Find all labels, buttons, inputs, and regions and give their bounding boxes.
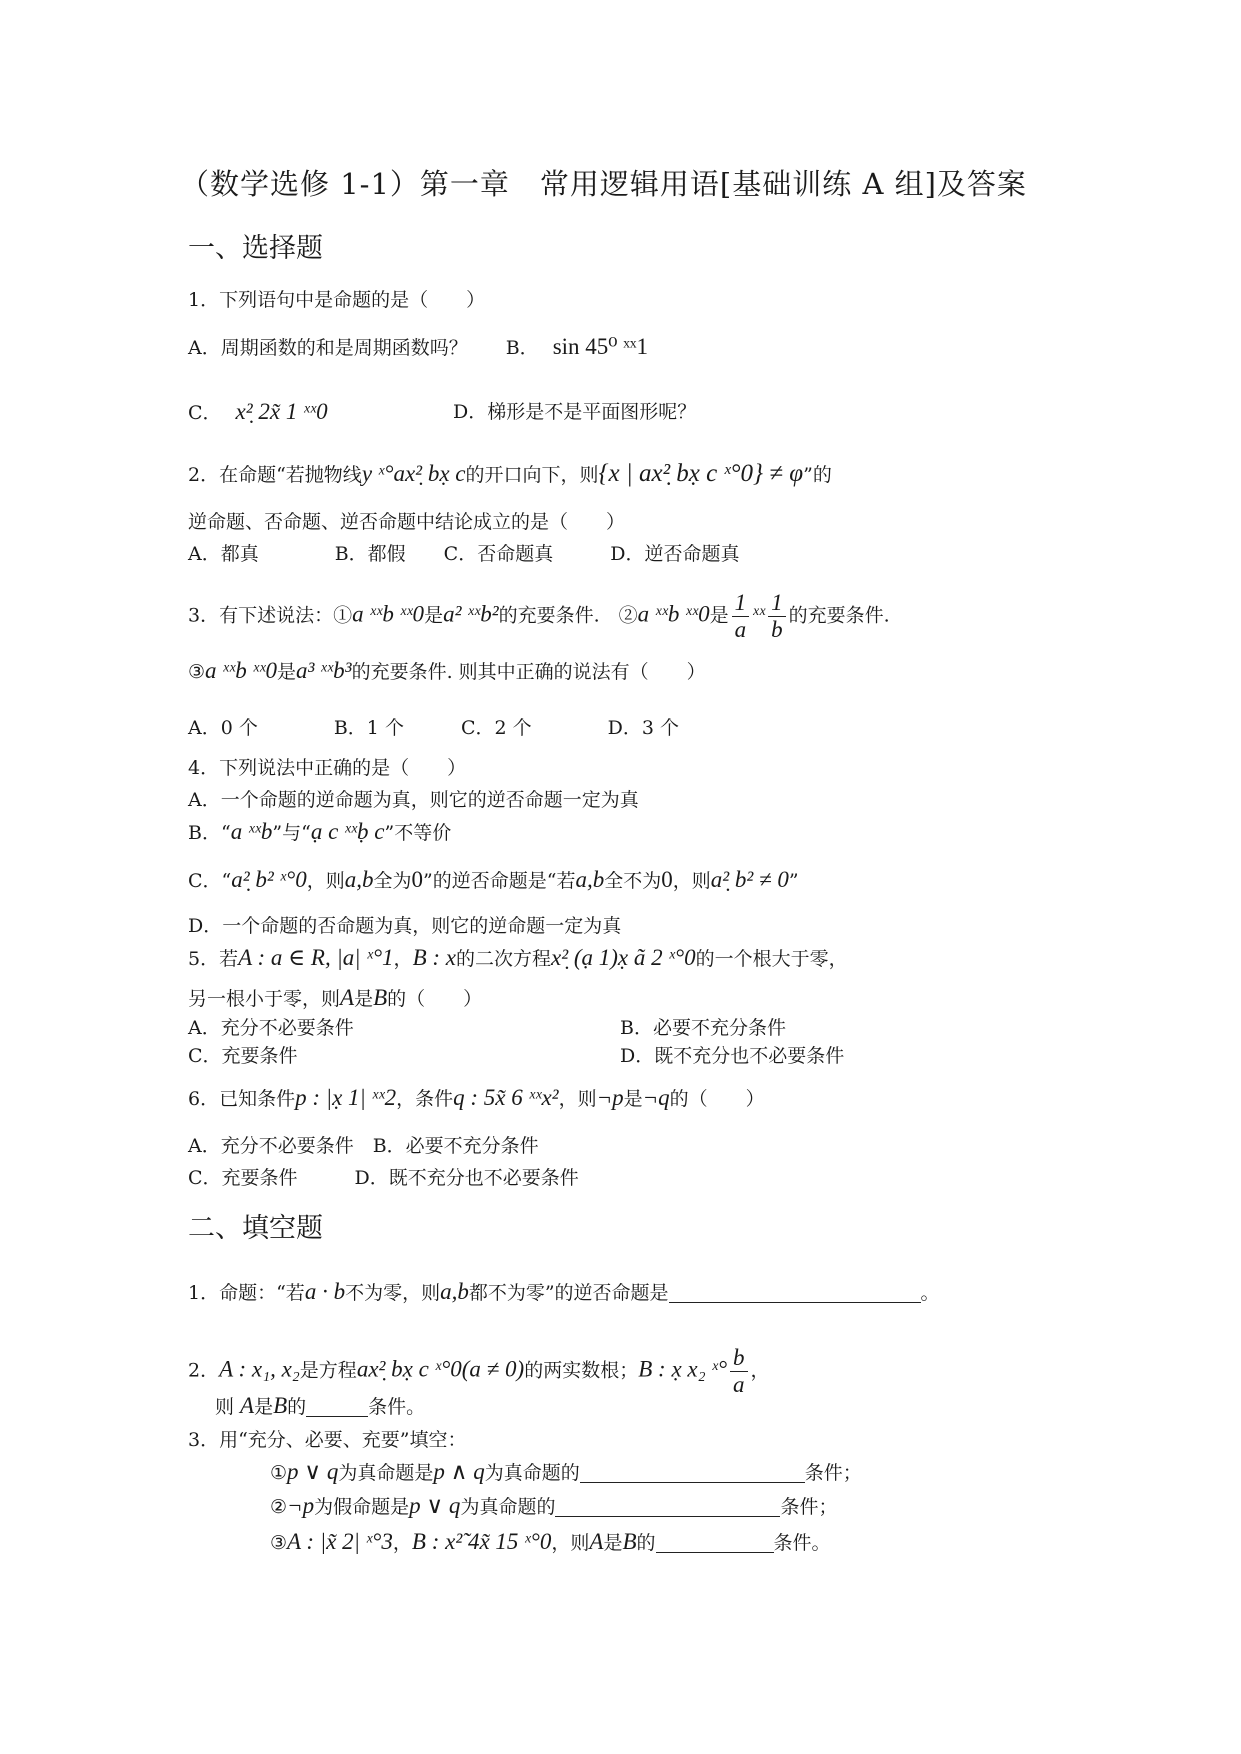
fraction-denominator: b: [771, 617, 783, 642]
math-expression: B : x²̃ 4x̃ 15 ˣ°0: [411, 1529, 552, 1554]
fill-question-3-item-2: [270, 1494, 837, 1519]
stem-text: 是: [277, 661, 297, 683]
stem-text: 条件；: [780, 1496, 838, 1518]
question-3-stem-line2: [188, 659, 706, 684]
math-expression: p ∨ q: [409, 1493, 461, 1518]
math-expression: B: [273, 1393, 288, 1418]
stem-text: 5．若: [188, 948, 239, 970]
option-label: C．: [188, 402, 222, 424]
page-title: （数学选修 1-1）第一章 常用逻辑用语[基础训练 A 组]及答案: [180, 167, 1027, 201]
stem-text: 的充要条件.: [788, 604, 890, 627]
math-expression: {x | ax²̣ bx̣ c ˣ°0} ≠ φ: [598, 460, 804, 487]
stem-text: 是: [623, 1088, 643, 1110]
math-expression: x²̣ (ạ 1)x̣ ã 2 ˣ°0: [551, 945, 696, 970]
stem-text: 的充要条件. 则其中正确的说法有（ ）: [351, 661, 706, 683]
answer-blank[interactable]: [580, 1462, 805, 1483]
answer-blank[interactable]: [656, 1532, 774, 1553]
fraction: [732, 590, 750, 643]
option-text: 全为: [373, 870, 412, 892]
question-3-options: A．0 个 B．1 个 C．2 个 D．3 个: [188, 717, 679, 739]
answer-blank[interactable]: [555, 1496, 780, 1517]
math-expression: B: [373, 985, 388, 1010]
option-text: ”与“: [272, 822, 311, 844]
question-2-stem: [188, 462, 832, 487]
fill-question-2-line2: [215, 1394, 425, 1419]
math-expression: B : x: [412, 945, 456, 970]
fraction-denominator: a: [734, 617, 747, 642]
fill-question-3-item-1: [270, 1460, 862, 1485]
math-expression: ¬p: [287, 1493, 315, 1518]
stem-text: 是: [709, 604, 729, 627]
fill-question-3-stem: 3．用“充分、必要、充要”填空：: [188, 1429, 467, 1451]
stem-text: 为假命题是: [314, 1496, 410, 1518]
stem-text: 2．: [188, 1359, 220, 1382]
math-expression: sin 45⁰ ˣˣ1: [552, 334, 649, 359]
stem-text: ，: [392, 1532, 412, 1554]
stem-text: 都不为零”的逆否命题是: [468, 1282, 669, 1304]
math-expression: A: [340, 985, 355, 1010]
option-text: D．梯形是不是平面图形呢？: [453, 401, 697, 423]
fill-question-3-item-3: [270, 1530, 831, 1555]
math-expression: A : a ∈ R, |a| ˣ°1: [238, 945, 394, 970]
section-heading-choice: 一、选择题: [188, 233, 323, 264]
math-expression: A : x₁, x₂: [219, 1356, 300, 1382]
stem-text: ，则: [551, 1532, 590, 1554]
math-expression: ˣˣ: [752, 601, 766, 627]
stem-text: 。: [920, 1282, 940, 1304]
math-expression: A : |x̃ 2| ˣ°3: [287, 1529, 393, 1554]
stem-text: 1．命题：“若: [188, 1282, 305, 1304]
question-5-stem: [188, 946, 848, 971]
fraction: [768, 590, 786, 643]
math-expression: ạ c ˣˣḅ c: [310, 819, 385, 844]
math-expression: 0: [661, 867, 673, 892]
fraction-denominator: a: [733, 1372, 745, 1397]
math-expression: a²̣ b² ≠ 0: [710, 867, 789, 892]
option-text: ”: [788, 870, 799, 892]
math-expression: ax²̣ bx̣ c ˣ°0(a ≠ 0): [356, 1356, 525, 1382]
stem-text: ③: [270, 1532, 288, 1554]
stem-text: ②: [270, 1496, 288, 1518]
stem-text: 是: [424, 604, 444, 627]
math-expression: a,b: [344, 867, 374, 892]
math-expression: a · b: [304, 1279, 346, 1304]
option-text: C．“: [188, 870, 232, 892]
stem-text: 条件。: [773, 1532, 831, 1554]
math-expression: p ∧ q: [433, 1459, 485, 1484]
stem-text: 另一根小于零，则: [188, 988, 341, 1010]
math-expression: y ˣ°ax²̣ bx̣ c: [361, 461, 466, 486]
question-3-stem: [188, 590, 890, 643]
stem-text: 是方程: [299, 1359, 357, 1382]
option-text: A．周期函数的和是周期函数吗？ B．: [188, 337, 539, 359]
question-5-option-c: C．充要条件: [188, 1045, 298, 1067]
question-1-stem: 1．下列语句中是命题的是（ ）: [188, 289, 486, 311]
stem-text: ，: [393, 948, 413, 970]
option-text: 全不为: [604, 870, 662, 892]
stem-text: 的（ ）: [669, 1088, 765, 1110]
math-expression: q : 5x̃ 6 ˣˣx²: [453, 1085, 559, 1110]
stem-text: 6．已知条件: [188, 1088, 296, 1110]
math-expression: B : x̣ x₂ ˣ°: [638, 1356, 728, 1382]
question-4-stem: 4．下列说法中正确的是（ ）: [188, 757, 467, 779]
math-expression: a,b: [575, 867, 605, 892]
question-1-options-ab: [188, 335, 648, 360]
math-expression: a ˣˣb: [230, 819, 273, 844]
fraction-numerator: 1: [732, 590, 750, 617]
stem-text: 为真命题是: [338, 1462, 434, 1484]
stem-text: ③: [188, 661, 206, 683]
question-6-stem: [188, 1086, 765, 1111]
math-expression: ¬p: [596, 1085, 624, 1110]
math-expression: a ˣˣb ˣˣ0: [352, 601, 425, 627]
question-5-option-d: D．既不充分也不必要条件: [620, 1045, 845, 1067]
stem-text: 的开口向下，则: [465, 464, 599, 486]
section-heading-fill: 二、填空题: [188, 1213, 323, 1244]
math-expression: p ∨ q: [287, 1459, 339, 1484]
math-expression: p : |x̣ 1| ˣˣ2: [295, 1085, 397, 1110]
question-2-options: A．都真 B．都假 C．否命题真 D．逆否命题真: [188, 543, 740, 565]
stem-text: 为真命题的: [460, 1496, 556, 1518]
stem-text: ”的: [803, 464, 832, 486]
question-5-option-b: B．必要不充分条件: [620, 1017, 786, 1039]
stem-text: ，: [750, 1359, 770, 1382]
stem-text: ①: [270, 1462, 288, 1484]
math-expression: a³ ˣˣb³: [296, 658, 352, 683]
stem-text: 条件。: [368, 1396, 426, 1418]
stem-text: 是: [603, 1532, 623, 1554]
stem-text: ，则: [558, 1088, 597, 1110]
fraction-numerator: b: [730, 1345, 748, 1372]
fill-question-1: [188, 1280, 940, 1305]
stem-text: 的: [287, 1396, 307, 1418]
math-expression: a²̣ b² ˣ°0: [231, 867, 307, 892]
question-5-option-a: A．充分不必要条件: [188, 1017, 354, 1039]
option-text: ”不等价: [384, 822, 452, 844]
option-text: B．“: [188, 822, 231, 844]
stem-text: 的（ ）: [387, 988, 483, 1010]
question-6-options-cd: C．充要条件 D．既不充分也不必要条件: [188, 1167, 579, 1189]
option-text: ，则: [306, 870, 345, 892]
math-expression: a ˣˣb ˣˣ0: [637, 601, 710, 627]
stem-text: 则: [215, 1396, 235, 1418]
stem-text: 的二次方程: [455, 948, 551, 970]
fraction-numerator: 1: [768, 590, 786, 617]
stem-text: 3．有下述说法：①: [188, 604, 353, 627]
stem-text: 是: [354, 988, 374, 1010]
option-text: ，则: [672, 870, 711, 892]
question-1-options-cd: [188, 399, 697, 425]
stem-text: 是: [254, 1396, 274, 1418]
answer-blank[interactable]: [306, 1396, 368, 1417]
stem-text: 条件；: [804, 1462, 862, 1484]
stem-text: 的: [636, 1532, 656, 1554]
math-expression: A: [589, 1529, 604, 1554]
question-4-option-c: [188, 868, 799, 893]
math-expression: ¬q: [642, 1085, 670, 1110]
stem-text: 2．在命题“若抛物线: [188, 464, 362, 486]
stem-text: 的充要条件. ②: [498, 604, 638, 627]
fraction: [730, 1345, 748, 1398]
math-expression: a ˣˣb ˣˣ0: [205, 658, 278, 683]
math-expression: 0: [411, 867, 424, 892]
question-4-option-b: [188, 820, 451, 845]
math-expression: A: [240, 1393, 255, 1418]
fill-question-2: [188, 1345, 770, 1398]
math-expression: B: [622, 1529, 637, 1554]
stem-text: 不为零，则: [345, 1282, 441, 1304]
stem-text: 的一个根大于零，: [695, 948, 848, 970]
question-5-stem-line2: [188, 986, 482, 1011]
stem-text: 为真命题的: [484, 1462, 580, 1484]
stem-text: ，条件: [396, 1088, 454, 1110]
math-expression: x²̣ 2x̃ 1 ˣˣ0: [235, 399, 328, 424]
stem-text: 的两实数根；: [524, 1359, 639, 1382]
question-4-option-d: D．一个命题的否命题为真，则它的逆命题一定为真: [188, 915, 622, 937]
question-4-option-a: A．一个命题的逆命题为真，则它的逆否命题一定为真: [188, 789, 639, 811]
option-text: ”的逆否命题是“若: [423, 870, 576, 892]
question-2-stem-line2: 逆命题、否命题、逆否命题中结论成立的是（ ）: [188, 511, 626, 533]
answer-blank[interactable]: [669, 1282, 921, 1303]
question-6-options-ab: A．充分不必要条件 B．必要不充分条件: [188, 1135, 539, 1157]
math-expression: a² ˣˣb²: [443, 601, 499, 627]
math-expression: a,b: [440, 1279, 469, 1304]
